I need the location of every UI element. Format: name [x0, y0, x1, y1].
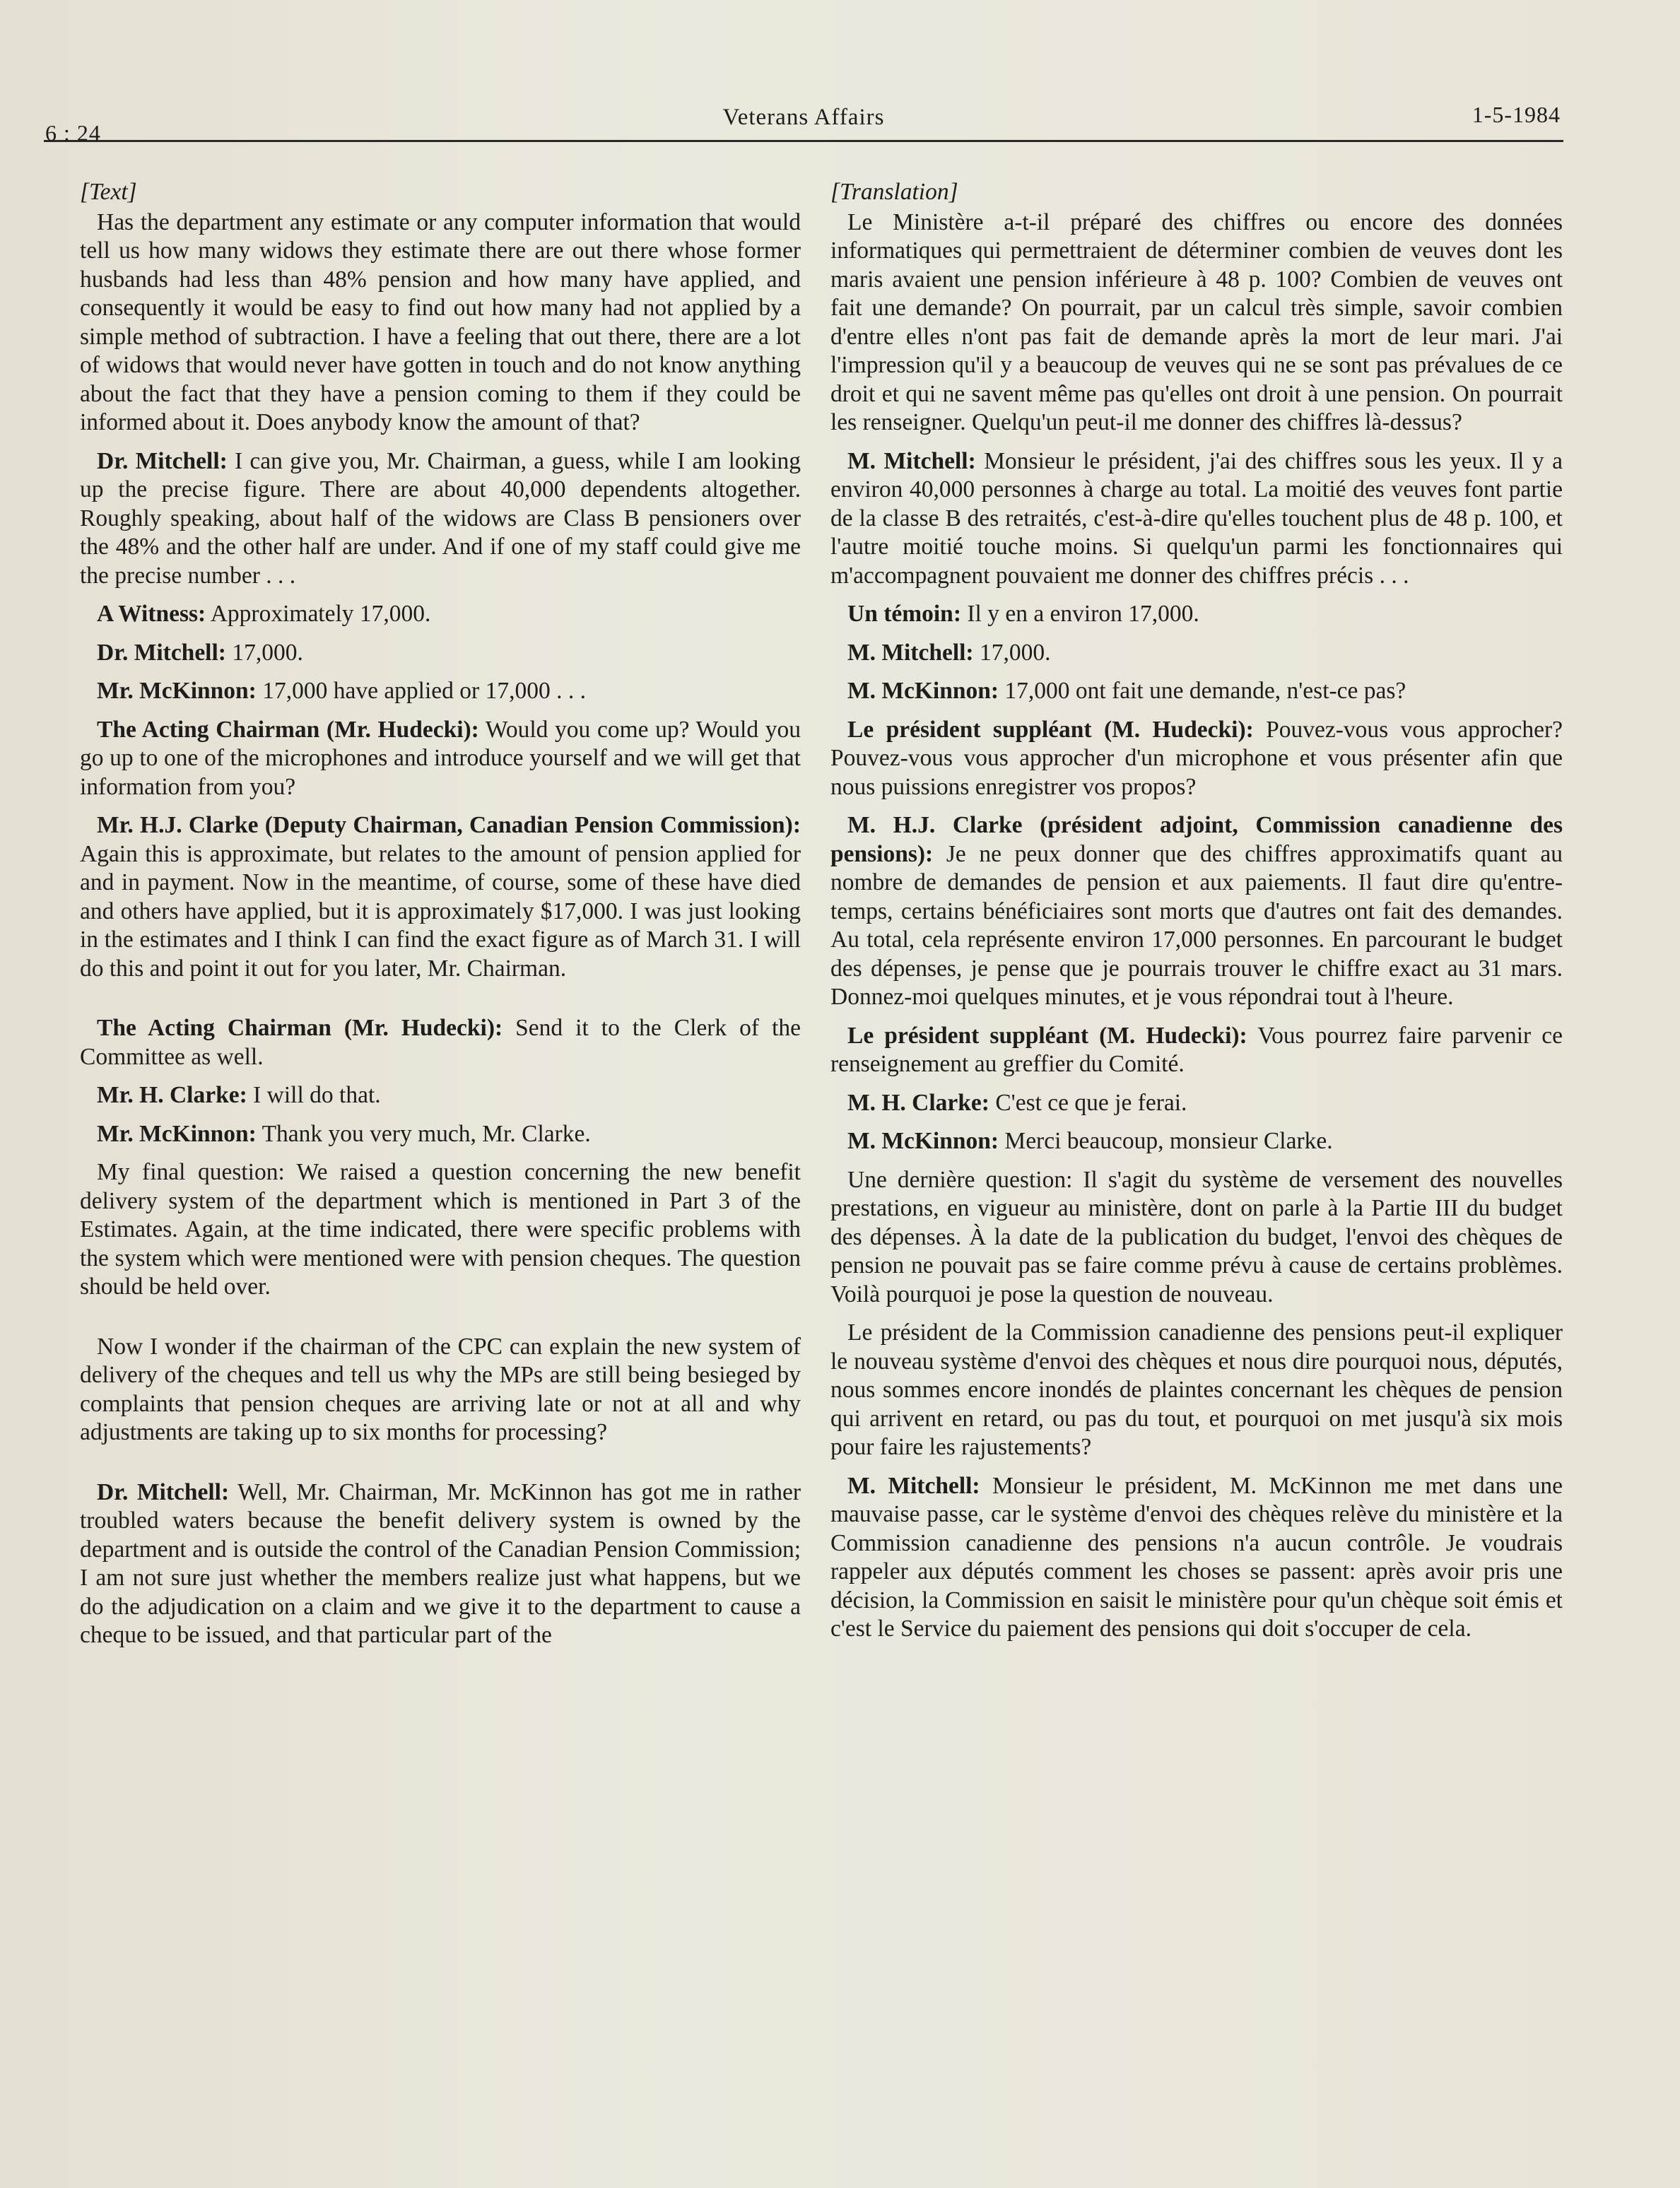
- speech-text: Il y en a environ 17,000.: [961, 601, 1199, 627]
- speech-text: 17,000.: [973, 639, 1051, 666]
- speech-text: Pouvez-vous vous approcher? Pouvez-vous vous approcher d'un microphone et vous présenter afin que nous puissions enregistrer vos propos?: [830, 716, 1563, 800]
- speaker-name: M. McKinnon:: [847, 678, 999, 704]
- speech-text: Vous pourrez faire parvenir ce renseignement au greffier du Comité.: [830, 1022, 1563, 1077]
- speech-text: 17,000 ont fait une demande, n'est-ce pas?: [999, 678, 1406, 704]
- speech-paragraph: [830, 1127, 1563, 1156]
- speaker-name: Mr. McKinnon:: [97, 1120, 257, 1147]
- translation-tag: [Translation]: [830, 179, 958, 205]
- speech-text: Well, Mr. Chairman, Mr. McKinnon has got me in rather troubled waters because the benefit delivery system is owned by the department and is outside the control of the Canadian Pension Commission; I am not sure just whether the members realize just what happens, but we do the adjudication on a claim and we give it to the department to cause a cheque to be issued, and that particular part of the: [80, 1478, 801, 1648]
- speaker-name: Mr. H.J. Clarke (Deputy Chairman, Canadian Pension Commission):: [97, 812, 801, 838]
- speech-text: Send it to the Clerk of the Committee as well.: [80, 1015, 801, 1070]
- speech-paragraph: [830, 447, 1563, 591]
- speech-text: Thank you very much, Mr. Clarke.: [256, 1120, 591, 1147]
- speaker-name: Mr. McKinnon:: [97, 678, 257, 704]
- paragraph: Le Ministère a-t-il préparé des chiffres ou encore des données informatiques qui permettraient de déterminer combien de veuves dont les maris avaient une pension inférieure à 48 p. 100? Combien de veuves ont fait une demande? On pourrait, par un calcul très simple, savoir combien d'entre elles n'ont pas fait de demande après la mort de leur mari. J'ai l'impression qu'il y a beaucoup de veuves qui ne se sont pas prévalues de ce droit et qui ne savent même pas qu'elles ont droit à une pension. On pourrait les renseigner. Quelqu'un peut-il me donner des chiffres là-dessus?: [830, 208, 1563, 435]
- paragraph: Une dernière question: Il s'agit du système de versement des nouvelles prestations, en vigueur au ministère, dont on parle à la Partie III du budget des dépenses. À la date de la publication du budget, l'envoi des chèques de pension ne pouvait pas se faire comme prévu à cause de certains problèmes. Voilà pourquoi je pose la question de nouveau.: [830, 1166, 1563, 1307]
- speech-paragraph: [830, 716, 1563, 802]
- speaker-name: M. H.J. Clarke (président adjoint, Commission canadienne des pensions):: [830, 812, 1563, 867]
- speech-paragraph: [80, 811, 801, 983]
- speech-text: C'est ce que je ferai.: [989, 1089, 1187, 1116]
- page-folio: 6 : 24: [45, 120, 101, 146]
- paragraph: Now I wonder if the chairman of the CPC can explain the new system of delivery of the cheques and tell us why the MPs are still being besieged by complaints that pension cheques are arriving late or not at all and why adjustments are taking up to six months for processing?: [80, 1333, 801, 1445]
- speaker-name: M. Mitchell:: [847, 447, 976, 474]
- speech-paragraph: [80, 716, 801, 802]
- speech-paragraph: [80, 1014, 801, 1071]
- speaker-name: A Witness:: [97, 601, 206, 627]
- speech-paragraph: [80, 1081, 801, 1110]
- paragraph: Le président de la Commission canadienne des pensions peut-il expliquer le nouveau système d'envoi des chèques et nous dire pourquoi nous, députés, nous sommes encore inondés de plaintes concernant les chèques de pension qui arrivent en retard, ou pas du tout, et pourquoi on met jusqu'à six mois pour faire les rajustements?: [830, 1319, 1563, 1460]
- speech-text: Merci beaucoup, monsieur Clarke.: [999, 1128, 1333, 1154]
- paragraph: My final question: We raised a question concerning the new benefit delivery system of the department which is mentioned in Part 3 of the Estimates. Again, at the time indicated, there were specific problems with the system which were mentioned were with pension cheques. The question should be held over.: [80, 1159, 801, 1300]
- speech-text: Monsieur le président, j'ai des chiffres sous les yeux. Il y a environ 40,000 personnes à charge au total. La moitié des veuves font partie de la classe B des retraités, c'est-à-dire qu'elles touchent plus de 48 p. 100, et l'autre moitié touche moins. Si quelqu'un parmi les fonctionnaires qui m'accompagnent pouvaient me donner des chiffres précis . . .: [830, 447, 1563, 589]
- speaker-name: M. H. Clarke:: [847, 1089, 989, 1116]
- speech-paragraph: [830, 677, 1563, 706]
- speech-paragraph: [830, 811, 1563, 1012]
- speech-text: Again this is approximate, but relates to the amount of pension applied for and in payment. Now in the meantime, of course, some of these have died and others have applied, but it is approximately $17,000. I was just looking in the estimates and I think I can find the exact figure as of March 31. I will do this and point it out for you later, Mr. Chairman.: [80, 840, 801, 982]
- speaker-name: Mr. H. Clarke:: [97, 1082, 247, 1108]
- speech-paragraph: [830, 1022, 1563, 1079]
- speaker-name: Un témoin:: [847, 601, 961, 627]
- page-header: [44, 100, 1563, 146]
- speech-text: I can give you, Mr. Chairman, a guess, while I am looking up the precise figure. There are about 40,000 dependents altogether. Roughly speaking, about half of the widows are Class B pensioners over the 48% and the other half are under. And if one of my staff could give me the precise number . . .: [80, 447, 801, 589]
- speaker-name: Dr. Mitchell:: [97, 639, 226, 666]
- speech-paragraph: [830, 639, 1563, 668]
- speech-text: I will do that.: [247, 1082, 381, 1108]
- speech-text: Je ne peux donner que des chiffres approximatifs quant au nombre de demandes de pension et aux paiements. Il faut dire qu'entre-temps, certains bénéficiaires sont morts que d'autres ont fait des demandes. Au total, cela représente environ 17,000 personnes. En parcourant le budget des dépenses, je pense que je pourrais trouver le chiffre exact au 31 mars. Donnez-moi quelques minutes, et je vous répondrai tout à l'heure.: [830, 840, 1563, 1010]
- speaker-name: M. McKinnon:: [847, 1128, 999, 1154]
- speech-paragraph: [80, 600, 801, 629]
- speech-paragraph: [830, 600, 1563, 629]
- speaker-name: The Acting Chairman (Mr. Hudecki):: [97, 716, 479, 743]
- speech-paragraph: [80, 447, 801, 591]
- english-column: [80, 178, 801, 1660]
- speech-paragraph: [80, 639, 801, 668]
- speech-paragraph: [80, 677, 801, 706]
- running-title: Veterans Affairs: [722, 105, 885, 130]
- paragraph: Has the department any estimate or any computer information that would tell us how many widows they estimate there are out there whose former husbands had less than 48% pension and how many have applied, and consequently it would be easy to find out how many had not applied by a simple method of subtraction. I have a feeling that out there, there are a lot of widows that would never have gotten in touch and do not know anything about the fact that they have a pension coming to them if they could be informed about it. Does anybody know the amount of that?: [80, 208, 801, 435]
- speaker-name: M. Mitchell:: [847, 639, 974, 666]
- speaker-name: The Acting Chairman (Mr. Hudecki):: [97, 1015, 503, 1041]
- speech-text: Monsieur le président, M. McKinnon me met dans une mauvaise passe, car le système d'envoi des chèques relève du ministère et la Commission canadienne des pensions n'a aucun contrôle. Je voudrais rappeler aux députés comment les choses se passent: après avoir pris une décision, la Commission en saisit le ministère pour qu'un chèque soit émis et c'est le Service du paiement des pensions qui doit s'occuper de cela.: [830, 1472, 1563, 1642]
- speaker-name: Dr. Mitchell:: [97, 447, 228, 474]
- speech-text: 17,000.: [225, 639, 303, 666]
- speaker-name: Le président suppléant (M. Hudecki):: [847, 716, 1254, 743]
- header-date: 1-5-1984: [1472, 102, 1561, 127]
- speaker-name: Le président suppléant (M. Hudecki):: [847, 1022, 1247, 1049]
- speech-paragraph: [80, 1478, 801, 1650]
- speaker-name: Dr. Mitchell:: [97, 1478, 230, 1505]
- speaker-name: M. Mitchell:: [847, 1472, 980, 1499]
- speech-paragraph: [830, 1089, 1563, 1118]
- speech-text: Would you come up? Would you go up to one of the microphones and introduce yourself and we will get that information from you?: [80, 716, 801, 800]
- speech-paragraph: [80, 1120, 801, 1149]
- speech-text: 17,000 have applied or 17,000 . . .: [256, 678, 586, 704]
- speech-paragraph: [830, 1472, 1563, 1644]
- text-tag: [Text]: [80, 179, 137, 205]
- speech-text: Approximately 17,000.: [206, 601, 431, 627]
- french-column: [830, 178, 1563, 1654]
